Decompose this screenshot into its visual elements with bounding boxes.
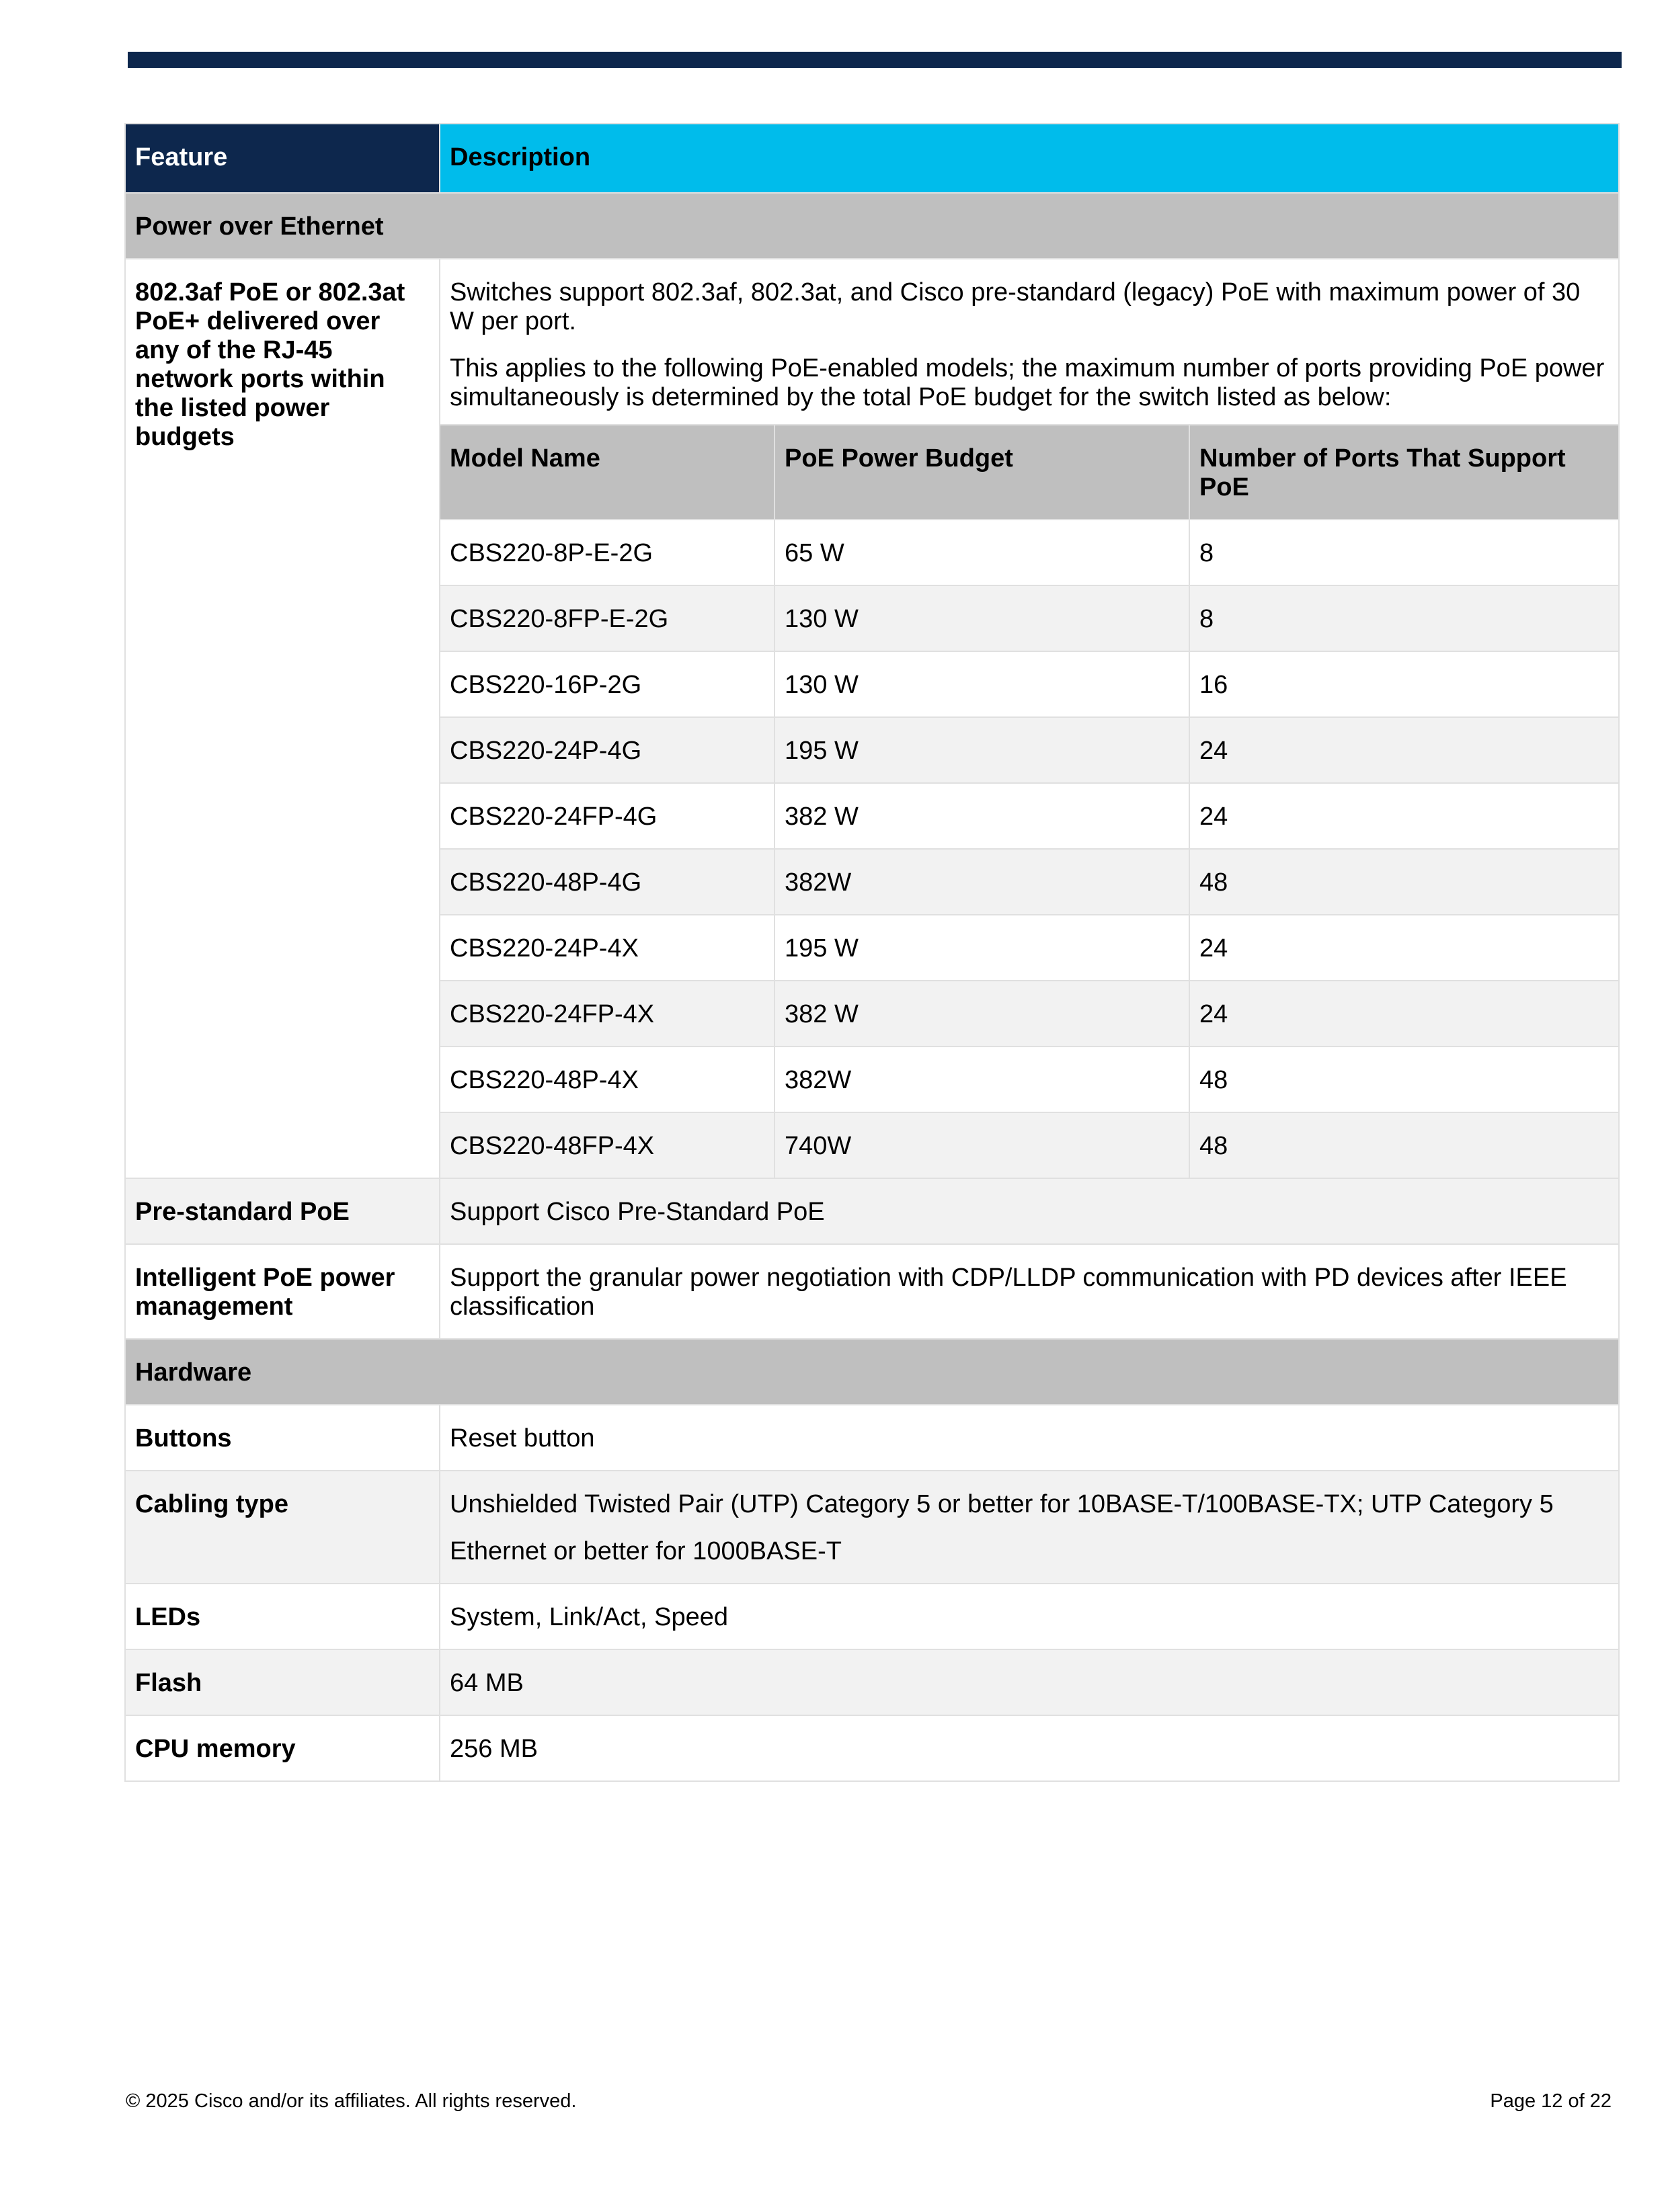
description-cell — [440, 1649, 1619, 1715]
poe-budget-table — [440, 424, 1620, 1178]
description-cell — [440, 1471, 1619, 1584]
poe-table-row — [440, 783, 1620, 849]
table-header-row — [125, 124, 1619, 193]
poe-model: CBS220-16P-2G — [440, 651, 775, 717]
table-row-leds — [125, 1584, 1619, 1649]
poe-budget: 195 W — [775, 915, 1189, 981]
poe-table-row — [440, 915, 1620, 981]
table-row-intelligent-poe — [125, 1244, 1619, 1339]
poe-table-row — [440, 1112, 1620, 1178]
poe-ports: 24 — [1189, 783, 1620, 849]
footer-copyright: © 2025 Cisco and/or its affiliates. All rights reserved. — [126, 2090, 577, 2112]
feature-label: Pre-standard PoE — [125, 1178, 440, 1244]
table-row-buttons — [125, 1405, 1619, 1471]
poe-ports: 48 — [1189, 1047, 1620, 1112]
table-row-cpu-memory — [125, 1715, 1619, 1781]
description-cell — [440, 1178, 1619, 1244]
poe-table-row — [440, 585, 1620, 651]
description-cell — [440, 1244, 1619, 1339]
poe-model: CBS220-48P-4G — [440, 849, 775, 915]
poe-ports: 8 — [1189, 585, 1620, 651]
table-row-flash — [125, 1649, 1619, 1715]
poe-budget: 382 W — [775, 981, 1189, 1047]
top-accent-bar — [128, 52, 1622, 68]
poe-table-row — [440, 520, 1620, 585]
feature-label: Cabling type — [125, 1471, 440, 1584]
poe-model: CBS220-8P-E-2G — [440, 520, 775, 585]
description-text: Unshielded Twisted Pair (UTP) Category 5 or better for 10BASE-T/100BASE-TX; UTP Category 5 — [450, 1490, 1554, 1518]
poe-ports: 48 — [1189, 1112, 1620, 1178]
table-row-poe-ports — [125, 259, 1619, 1178]
poe-model: CBS220-8FP-E-2G — [440, 585, 775, 651]
poe-model: CBS220-24FP-4X — [440, 981, 775, 1047]
poe-col-ports: Number of Ports That Support PoE — [1189, 425, 1620, 520]
description-cell — [440, 1584, 1619, 1649]
section-title: Power over Ethernet — [125, 193, 1619, 259]
description-text: 64 MB — [450, 1669, 524, 1697]
feature-label: CPU memory — [125, 1715, 440, 1781]
poe-ports: 48 — [1189, 849, 1620, 915]
description-text: Switches support 802.3af, 802.3at, and Cisco pre-standard (legacy) PoE with maximum power of 30 W per port. — [450, 278, 1581, 335]
poe-ports: 8 — [1189, 520, 1620, 585]
poe-table-row — [440, 1047, 1620, 1112]
header-description: Description — [440, 124, 1619, 193]
poe-ports: 24 — [1189, 915, 1620, 981]
poe-col-budget: PoE Power Budget — [775, 425, 1189, 520]
feature-label: Buttons — [125, 1405, 440, 1471]
spec-table — [124, 123, 1620, 1782]
description-cell — [440, 259, 1619, 1178]
poe-model: CBS220-24P-4G — [440, 717, 775, 783]
poe-budget: 130 W — [775, 651, 1189, 717]
poe-budget: 740W — [775, 1112, 1189, 1178]
footer-page-number: Page 12 of 22 — [1490, 2090, 1612, 2112]
header-feature: Feature — [125, 124, 440, 193]
table-row-cabling-type — [125, 1471, 1619, 1584]
feature-label: 802.3af PoE or 802.3at PoE+ delivered over any of the RJ-45 network ports within the listed power budgets — [125, 259, 440, 1178]
description-cell — [440, 1715, 1619, 1781]
poe-budget: 65 W — [775, 520, 1189, 585]
section-row-power-over-ethernet — [125, 193, 1619, 259]
section-title: Hardware — [125, 1339, 1619, 1405]
description-text: This applies to the following PoE-enabled models; the maximum number of ports providing PoE power simultaneously is determined by the total PoE budget for the switch listed as below: — [450, 354, 1605, 411]
poe-col-model: Model Name — [440, 425, 775, 520]
poe-table-row — [440, 981, 1620, 1047]
table-row-prestandard-poe — [125, 1178, 1619, 1244]
description-text: Ethernet or better for 1000BASE-T — [450, 1537, 842, 1565]
poe-model: CBS220-24P-4X — [440, 915, 775, 981]
description-text: 256 MB — [450, 1735, 538, 1763]
feature-label: Intelligent PoE power management — [125, 1244, 440, 1339]
description-cell — [440, 1405, 1619, 1471]
description-text: Support the granular power negotiation with CDP/LLDP communication with PD devices after IEEE classification — [450, 1264, 1567, 1321]
poe-budget: 382W — [775, 849, 1189, 915]
poe-table-row — [440, 717, 1620, 783]
poe-budget: 195 W — [775, 717, 1189, 783]
poe-table-header-row — [440, 425, 1620, 520]
poe-model: CBS220-48FP-4X — [440, 1112, 775, 1178]
description-text: System, Link/Act, Speed — [450, 1603, 728, 1631]
poe-ports: 24 — [1189, 981, 1620, 1047]
poe-ports: 16 — [1189, 651, 1620, 717]
poe-model: CBS220-48P-4X — [440, 1047, 775, 1112]
description-text: Reset button — [450, 1424, 595, 1452]
poe-ports: 24 — [1189, 717, 1620, 783]
poe-table-row — [440, 651, 1620, 717]
poe-budget: 382W — [775, 1047, 1189, 1112]
poe-model: CBS220-24FP-4G — [440, 783, 775, 849]
feature-label: LEDs — [125, 1584, 440, 1649]
poe-budget: 382 W — [775, 783, 1189, 849]
feature-label: Flash — [125, 1649, 440, 1715]
poe-budget: 130 W — [775, 585, 1189, 651]
poe-table-row — [440, 849, 1620, 915]
description-text: Support Cisco Pre-Standard PoE — [450, 1198, 825, 1226]
section-row-hardware — [125, 1339, 1619, 1405]
